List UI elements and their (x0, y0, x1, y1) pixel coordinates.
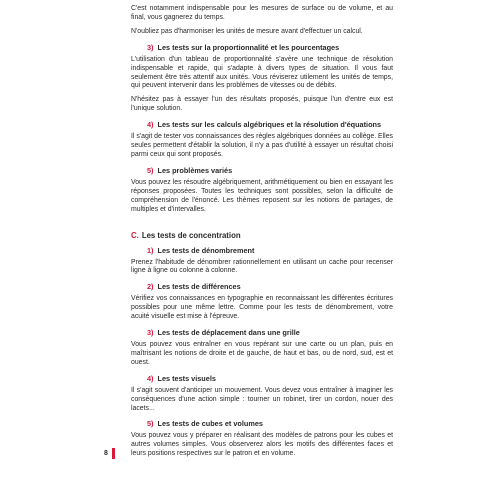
subheading-title: Les tests de dénombrement (157, 245, 255, 255)
subheading-title: Les tests sur la proportionnalité et les pourcentages (157, 42, 340, 52)
paragraph: Prenez l'habitude de dénombrer rationnellement en utilisant un cache pour recenser ligne à ligne ou colonne à colonne. (131, 258, 393, 275)
page-number-marker (112, 448, 115, 459)
subheading-title: Les problèmes variés (157, 165, 233, 175)
paragraph: Vérifiez vos connaissances en typographie en reconnaissant les différentes écritures possibles pour une même lettre. Comme pour les tests de dénombrement, votre acuité visuelle est mise à l'épreuve. (131, 295, 393, 321)
intro-paragraph-2: N'oubliez pas d'harmoniser les unités de mesure avant d'effectuer un calcul. (131, 27, 363, 35)
subheading-proportionnalite (147, 43, 393, 52)
subheading-number: 4) (147, 373, 154, 383)
section-letter: C. (131, 230, 139, 240)
subheading-title: Les tests sur les calculs algébriques et la résolution d'équations (157, 120, 382, 130)
subheading-tests-visuels (147, 374, 393, 383)
subheading-number: 2) (147, 282, 154, 292)
subheading-deplacement-grille (147, 328, 393, 337)
subheading-number: 4) (147, 120, 154, 130)
subheading-number: 3) (147, 42, 154, 52)
page-folio (104, 448, 115, 459)
subheading-title: Les tests visuels (157, 373, 216, 383)
page-content (131, 5, 393, 464)
subheading-number: 5) (147, 419, 154, 429)
page-number: 8 (104, 450, 108, 457)
subheading-number: 1) (147, 245, 154, 255)
subheading-calculs-algebriques (147, 120, 393, 129)
paragraph: Vous pouvez les résoudre algébriquement, arithmétiquement ou bien en essayant les réponses proposées. Toutes les techniques sont possibles, selon la difficulté de compréhension de l'énoncé. Les thèmes reposent sur les notions de partages, de multiples et d'intervalles. (131, 178, 393, 213)
paragraph: Vous pouvez vous y préparer en réalisant des modèles de patrons pour les cubes et autres volumes simples. Vous observerez alors les motifs des différentes faces et leurs positions respectives sur le patron et en volume. (131, 432, 393, 458)
subheading-differences (147, 282, 393, 291)
section-heading-concentration (131, 231, 393, 240)
intro-paragraph-1: C'est notamment indispensable pour les mesures de surface ou de volume, et au final, vous gagnerez du temps. (131, 5, 393, 21)
paragraph: Vous pouvez vous entraîner en vous repérant sur une carte ou un plan, puis en maîtrisant les notions de droite et de gauche, de haut et bas, ou de nord, sud, est et ouest. (131, 341, 393, 366)
subheading-problemes-varies (147, 166, 393, 175)
paragraph: L'utilisation d'un tableau de proportionnalité s'avère une technique de résolution indispensable et rapide, qui s'adapte à divers types de situation. Il vous faut seulement être très attentif aux unités. Vous réviserez utilement les unités de temps, qui peuvent intervenir dans les problèmes de vitesses ou de débits. (131, 55, 393, 90)
subheading-number: 3) (147, 328, 154, 338)
subheading-cubes-volumes (147, 419, 393, 428)
subheading-title: Les tests de cubes et volumes (157, 419, 263, 429)
paragraph: N'hésitez pas à essayer l'un des résultats proposés, puisque l'un d'entre eux est l'unique solution. (131, 96, 393, 113)
paragraph: Il s'agit souvent d'anticiper un mouvement. Vous devez vous entraîner à imaginer les conséquences d'une action simple : tourner un robinet, tirer un cordon, nouer des lacets... (131, 386, 393, 412)
subheading-title: Les tests de déplacement dans une grille (157, 328, 300, 338)
section-title: Les tests de concentration (141, 230, 241, 240)
subheading-denombrement (147, 246, 393, 255)
paragraph: Il s'agit de tester vos connaissances des règles algébriques données au collège. Elles seules permettent d'établir la solution, il n'y a pas d'utilité à essayer un résultat choisi parmi ceux qui sont proposés. (131, 133, 393, 158)
subheading-title: Les tests de différences (157, 282, 241, 292)
subheading-number: 5) (147, 165, 154, 175)
